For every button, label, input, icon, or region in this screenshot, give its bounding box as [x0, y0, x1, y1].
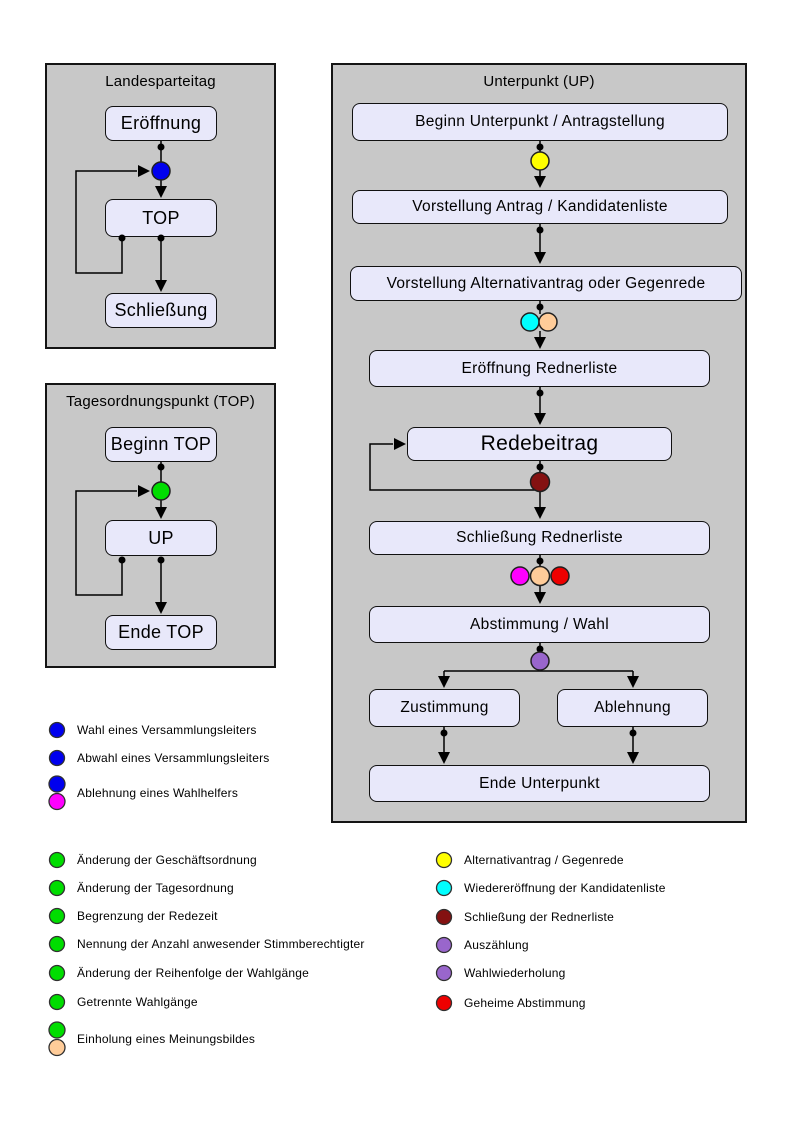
legend-label: Einholung eines Meinungsbildes [77, 1032, 256, 1046]
node-beginn-unterpunkt: Beginn Unterpunkt / Antragstellung [352, 103, 728, 141]
legend-item-aenderung-tagesordnung [48, 879, 234, 897]
node-vorstellung-antrag: Vorstellung Antrag / Kandidatenliste [352, 190, 728, 224]
legend-item-alternativantrag [435, 851, 624, 869]
legend-item-aenderung-geschaeftsordnung [48, 851, 257, 869]
legend-label: Alternativantrag / Gegenrede [464, 853, 624, 867]
title-landesparteitag: Landesparteitag [105, 73, 216, 90]
legend-blue-dot-icon [48, 721, 66, 739]
legend-item-einholung-meinungsbild [48, 1021, 255, 1057]
legend-label: Begrenzung der Redezeit [77, 909, 218, 923]
legend-item-getrennte-wahlgaenge [48, 993, 198, 1011]
legend-item-wahl-versammlungsleiter [48, 721, 257, 739]
legend-label: Abwahl eines Versammlungsleiters [77, 751, 270, 765]
legend-green-dot-icon [48, 964, 66, 982]
legend-cyan-dot-icon [435, 879, 453, 897]
legend-darkred-dot-icon [435, 908, 453, 926]
title-tagesordnungspunkt: Tagesordnungspunkt (TOP) [66, 393, 255, 410]
legend-green-dot-icon [48, 935, 66, 953]
legend-item-nennung-anzahl [48, 935, 365, 953]
legend-item-geheime-abstimmung [435, 994, 586, 1012]
node-ablehnung: Ablehnung [557, 689, 708, 727]
legend-label: Wiedereröffnung der Kandidatenliste [464, 881, 666, 895]
node-up: UP [105, 520, 217, 556]
node-abstimmung-wahl: Abstimmung / Wahl [369, 606, 710, 643]
node-ende-unterpunkt: Ende Unterpunkt [369, 765, 710, 802]
legend-item-auszaehlung [435, 936, 529, 954]
legend-label: Schließung der Rednerliste [464, 910, 614, 924]
node-schliessung-rednerliste: Schließung Rednerliste [369, 521, 710, 555]
legend-green-dot-icon [48, 907, 66, 925]
legend-label: Getrennte Wahlgänge [77, 995, 198, 1009]
legend-item-begrenzung-redezeit [48, 907, 218, 925]
legend-blue-magenta-dots-icon [48, 775, 66, 811]
legend-label: Wahlwiederholung [464, 966, 566, 980]
legend-green-dot-icon [48, 879, 66, 897]
legend-green-dot-icon [48, 851, 66, 869]
legend-item-ablehnung-wahlhelfer [48, 775, 238, 811]
legend-label: Änderung der Reihenfolge der Wahlgänge [77, 966, 309, 980]
legend-label: Nennung der Anzahl anwesender Stimmberechtigter [77, 937, 365, 951]
legend-yellow-dot-icon [435, 851, 453, 869]
legend-green-peach-dots-icon [48, 1021, 66, 1057]
legend-label: Geheime Abstimmung [464, 996, 586, 1010]
legend-label: Auszählung [464, 938, 529, 952]
legend-label: Ablehnung eines Wahlhelfers [77, 786, 239, 800]
title-unterpunkt: Unterpunkt (UP) [483, 73, 595, 90]
legend-purple-dot-icon [435, 964, 453, 982]
legend-item-wahlwiederholung [435, 964, 565, 982]
node-top: TOP [105, 199, 217, 237]
legend-green-dot-icon [48, 993, 66, 1011]
node-beginn-top: Beginn TOP [105, 427, 217, 462]
node-zustimmung: Zustimmung [369, 689, 520, 727]
legend-item-schliessung-rednerliste [435, 908, 614, 926]
legend-item-aenderung-reihenfolge [48, 964, 309, 982]
node-schliessung: Schließung [105, 293, 217, 328]
node-eroeffnung-rednerliste: Eröffnung Rednerliste [369, 350, 710, 387]
legend-label: Wahl eines Versammlungsleiters [77, 723, 257, 737]
legend-red-dot-icon [435, 994, 453, 1012]
node-vorstellung-alternativantrag: Vorstellung Alternativantrag oder Gegenrede [350, 266, 742, 301]
legend-label: Änderung der Geschäftsordnung [77, 853, 257, 867]
legend-item-wiedereroeffnung-kandidatenliste [435, 879, 666, 897]
node-redebeitrag: Redebeitrag [407, 427, 672, 461]
legend-item-abwahl-versammlungsleiter [48, 749, 270, 767]
legend-label: Änderung der Tagesordnung [77, 881, 234, 895]
node-ende-top: Ende TOP [105, 615, 217, 650]
legend-purple-dot-icon [435, 936, 453, 954]
legend-blue-dot-icon [48, 749, 66, 767]
node-eroeffnung: Eröffnung [105, 106, 217, 141]
